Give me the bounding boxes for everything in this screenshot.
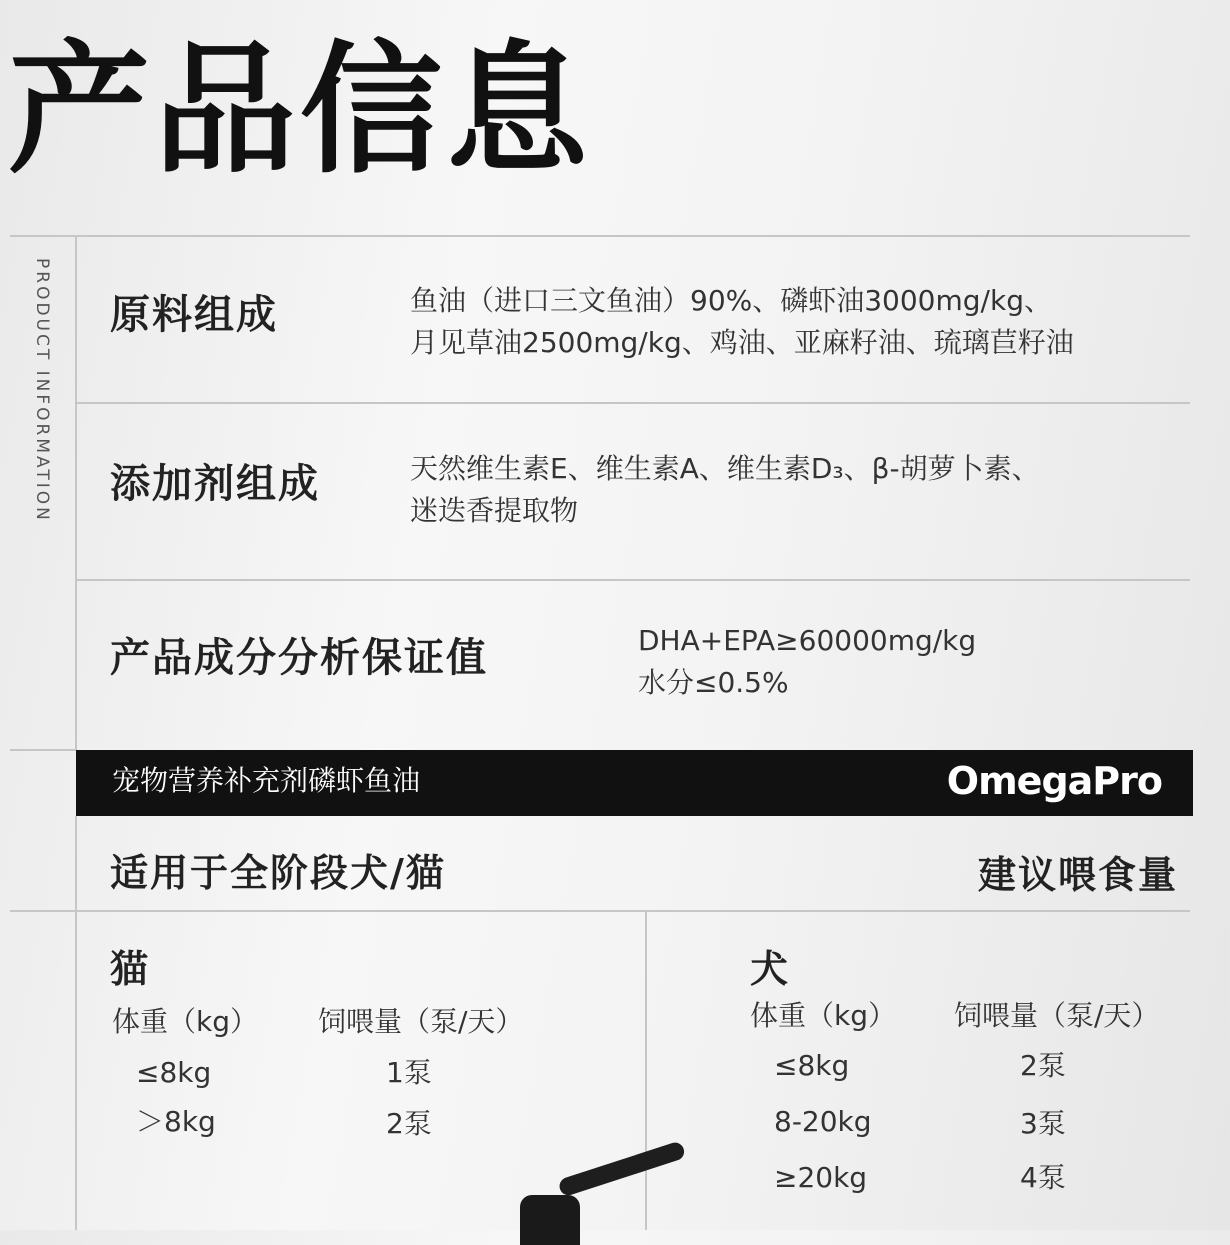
- page-title: 产品信息: [8, 28, 592, 193]
- side-divider: [75, 235, 77, 750]
- divider-row-1: [76, 402, 1190, 404]
- divider-feeding: [10, 910, 1190, 912]
- side-divider-lower: [75, 816, 77, 1230]
- cat-title: 猫: [110, 947, 149, 991]
- row-label-guaranteed-analysis: 产品成分分析保证值: [110, 635, 488, 681]
- dog-row-2-dose: 3泵: [1020, 1107, 1066, 1140]
- cat-row-2-dose: 2泵: [386, 1107, 432, 1140]
- row-value-analysis-line-1: DHA+EPA≥60000mg/kg: [638, 624, 977, 657]
- row-value-additives-line-1: 天然维生素E、维生素A、维生素D₃、β-胡萝卜素、: [410, 452, 1040, 485]
- divider-top: [10, 235, 1190, 237]
- dog-title: 犬: [750, 947, 789, 991]
- pump-body-image: [520, 1195, 580, 1245]
- side-label: PRODUCT INFORMATION: [32, 258, 52, 523]
- divider-row-2: [76, 579, 1190, 581]
- row-label-additives: 添加剂组成: [110, 461, 320, 507]
- suitable-for: 适用于全阶段犬/猫: [110, 851, 446, 895]
- row-value-ingredients-line-1: 鱼油（进口三文鱼油）90%、磷虾油3000mg/kg、: [410, 284, 1052, 317]
- dog-row-1-dose: 2泵: [1020, 1049, 1066, 1082]
- dog-row-1-weight: ≤8kg: [774, 1049, 850, 1082]
- dog-row-3-weight: ≥20kg: [774, 1161, 868, 1194]
- divider-cat-dog: [645, 912, 647, 1230]
- feeding-title: 建议喂食量: [977, 853, 1178, 897]
- cat-header-weight: 体重（kg）: [112, 1005, 258, 1038]
- brand-logo: OmegaPro: [946, 759, 1162, 803]
- dog-row-2-weight: 8-20kg: [774, 1105, 872, 1138]
- row-value-additives-line-2: 迷迭香提取物: [410, 494, 579, 527]
- dog-header-dose: 饲喂量（泵/天）: [954, 999, 1160, 1032]
- cat-row-2-weight: ＞8kg: [136, 1105, 216, 1138]
- product-name: 宠物营养补充剂磷虾鱼油: [112, 764, 421, 797]
- row-label-ingredients: 原料组成: [110, 292, 278, 338]
- cat-row-1-dose: 1泵: [386, 1056, 432, 1089]
- row-value-analysis-line-2: 水分≤0.5%: [638, 666, 789, 699]
- dog-row-3-dose: 4泵: [1020, 1161, 1066, 1194]
- divider-left-stub: [10, 749, 76, 751]
- cat-row-1-weight: ≤8kg: [136, 1056, 212, 1089]
- row-value-ingredients-line-2: 月见草油2500mg/kg、鸡油、亚麻籽油、琉璃苣籽油: [410, 326, 1074, 359]
- dog-header-weight: 体重（kg）: [750, 999, 896, 1032]
- cat-header-dose: 饲喂量（泵/天）: [318, 1005, 524, 1038]
- pump-handle-image: [557, 1140, 686, 1197]
